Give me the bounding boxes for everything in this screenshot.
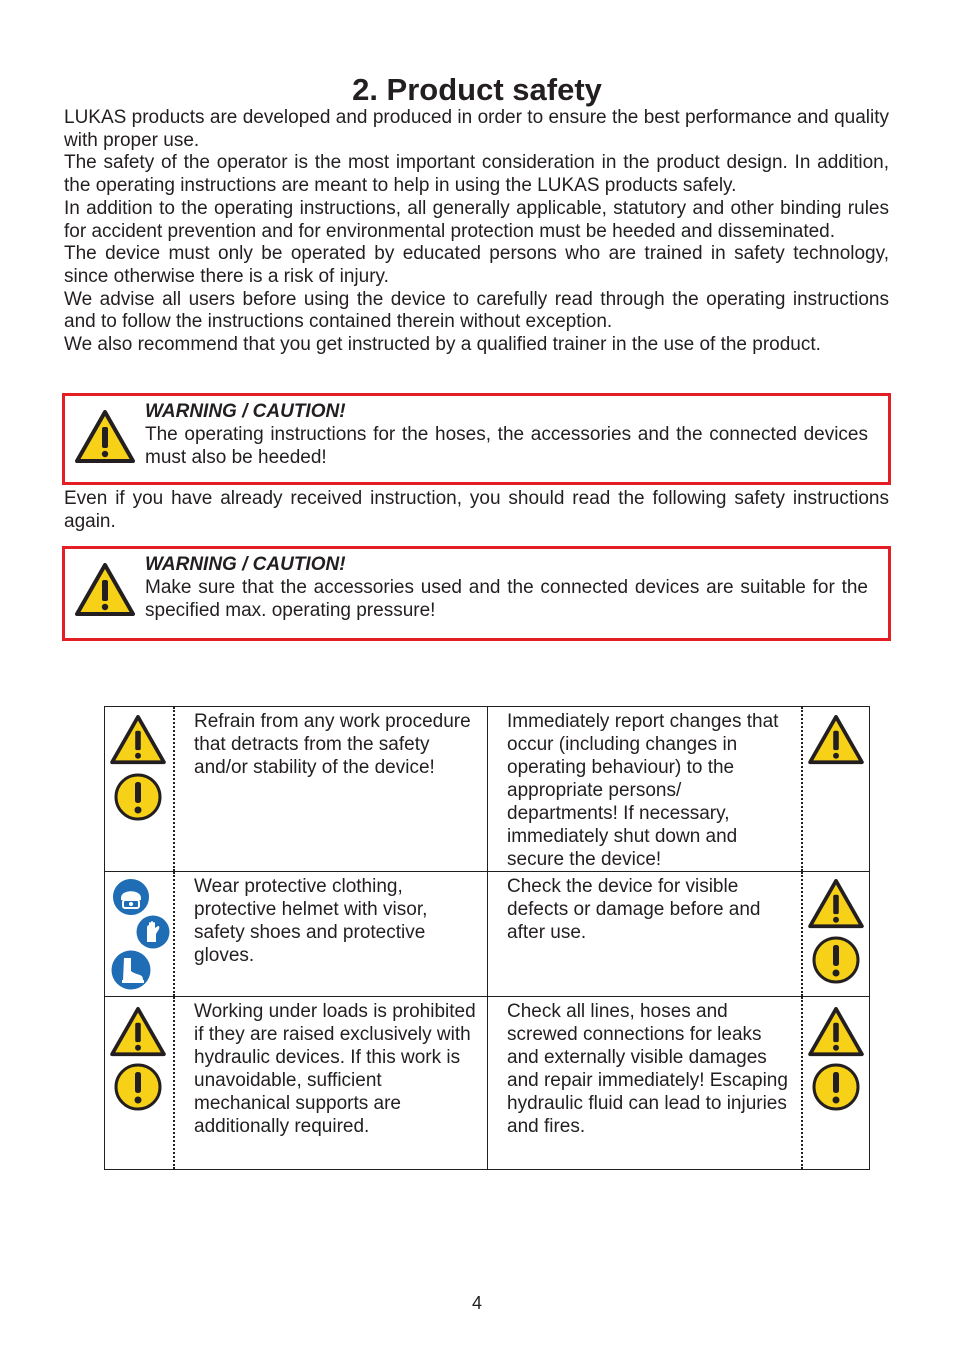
warning-box-2	[62, 546, 891, 641]
intro-text	[64, 107, 889, 357]
warning-body: The operating instructions for the hoses, the accessories and the connected devices must also be heeded!	[145, 424, 868, 468]
text-cell	[175, 997, 488, 1169]
warning-triangle-icon	[808, 1007, 864, 1062]
text-cell	[488, 997, 803, 1169]
intro-paragraph: The device must only be operated by educated persons who are trained in safety technology, since otherwise there is a risk of injury.	[64, 243, 889, 287]
icon-cell	[105, 872, 175, 996]
intro-paragraph: LUKAS products are developed and produced in order to ensure the best performance and quality with proper use.	[64, 107, 889, 151]
section-title: 2. Product safety	[352, 72, 602, 107]
exclamation-circle-icon	[114, 773, 162, 826]
safety-shoes-icon	[110, 949, 152, 996]
icon-cell	[803, 707, 869, 871]
text-cell	[175, 707, 488, 871]
exclamation-circle-icon	[114, 1063, 162, 1116]
exclamation-circle-icon	[812, 936, 860, 989]
intro-paragraph: We advise all users before using the device to carefully read through the operating instructions and to follow the instructions contained therein without exception.	[64, 288, 889, 333]
instruction-text: Immediately report changes that occur (including changes in operating behaviour) to the appropriate persons/ departments! If necessary, immediately shut down and secure the device!	[507, 711, 779, 870]
page-number: 4	[471, 1293, 482, 1313]
icon-cell	[105, 997, 175, 1169]
warning-triangle-icon	[110, 1007, 166, 1062]
exclamation-circle-icon	[812, 1063, 860, 1116]
table-row	[105, 997, 869, 1169]
text-cell	[488, 707, 803, 871]
warning-body: Make sure that the accessories used and the connected devices are suitable for the specified max. operating pressure!	[145, 577, 868, 621]
text-cell	[488, 872, 803, 996]
intro-paragraph: In addition to the operating instructions, all generally applicable, statutory and other binding rules for accident prevention and for environmental protection must be heeded and disseminated.	[64, 197, 889, 242]
instruction-text: Refrain from any work procedure that detracts from the safety and/or stability of the device!	[194, 711, 471, 778]
warning-triangle-icon	[808, 879, 864, 934]
table-row	[105, 707, 869, 872]
icon-cell	[803, 997, 869, 1169]
warning-triangle-icon	[808, 715, 864, 770]
warning-triangle-icon	[110, 715, 166, 770]
instruction-text: Check the device for visible defects or damage before and after use.	[507, 876, 761, 943]
instruction-text: Check all lines, hoses and screwed connections for leaks and externally visible damages and repair immediately! Escaping hydraulic fluid can lead to injuries and fires.	[507, 1001, 788, 1137]
safety-instructions-table	[104, 706, 870, 1170]
instruction-text: Working under loads is prohibited if they are raised exclusively with hydraulic devices. If this work is unavoidable, sufficient mechanical supports are additionally required.	[194, 1001, 476, 1137]
instruction-text: Wear protective clothing, protective helmet with visor, safety shoes and protective gloves.	[194, 876, 428, 966]
warning-text	[145, 400, 868, 469]
text-cell	[175, 872, 488, 996]
warning-triangle-icon	[75, 410, 135, 464]
table-row	[105, 872, 869, 997]
warning-title: WARNING / CAUTION!	[145, 401, 346, 422]
warning-text	[145, 553, 868, 622]
icon-cell	[803, 872, 869, 996]
intro-paragraph: The safety of the operator is the most important consideration in the product design. In addition, the operating instructions are meant to help in using the LUKAS products safely.	[64, 152, 889, 197]
icon-cell	[105, 707, 175, 871]
warning-triangle-icon	[75, 563, 135, 617]
intro-paragraph: We also recommend that you get instructed by a qualified trainer in the use of the product.	[64, 334, 821, 356]
mid-paragraph: Even if you have already received instruction, you should read the following safety instructions again.	[64, 488, 889, 532]
warning-title: WARNING / CAUTION!	[145, 554, 346, 575]
warning-box-1	[62, 393, 891, 485]
